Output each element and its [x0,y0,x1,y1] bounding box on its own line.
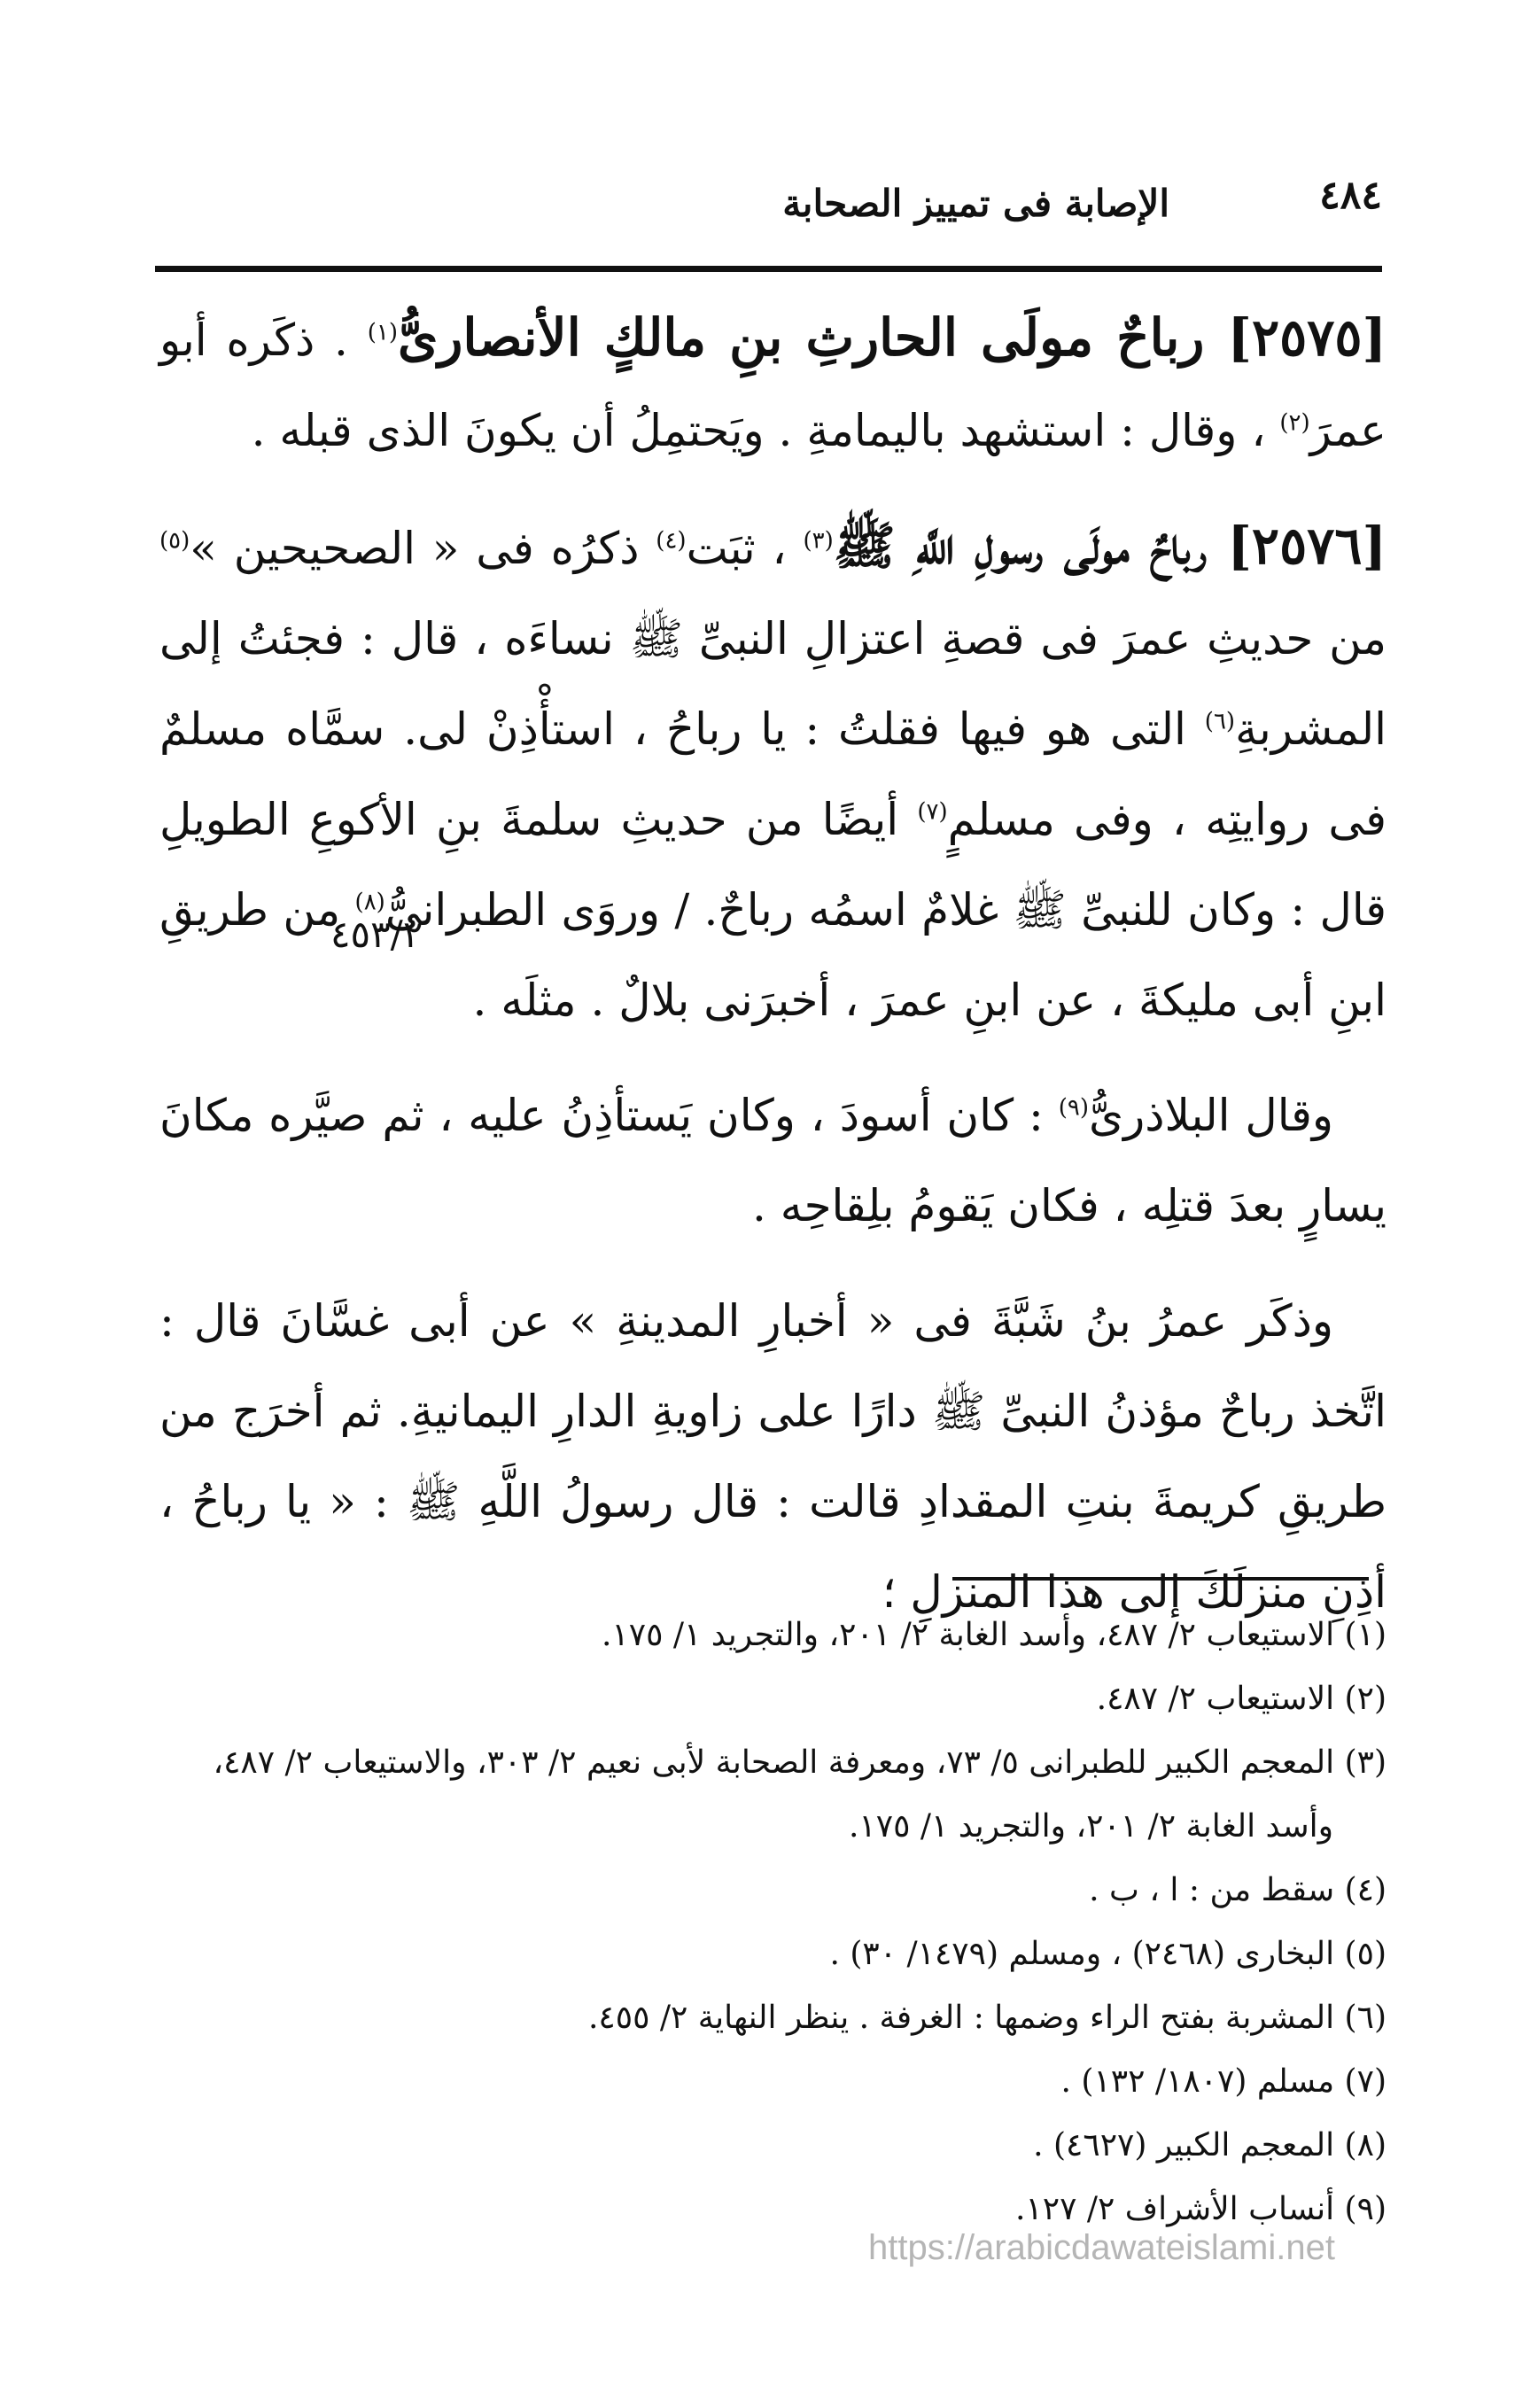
watermark-url: https://arabicdawateislami.net [868,2228,1335,2267]
footnote-ref: (١) [367,319,398,346]
page-number: ٤٨٤ [1319,173,1382,218]
paragraph-text: وقال البلاذرىُّ [1088,1090,1333,1141]
entry-text: ذكرُه فى « الصحيحين » [190,523,640,574]
paragraph-umar [159,1276,1387,1637]
footnote-ref: (٩) [1058,1094,1089,1122]
footnote-item: (٤) سقط من : ا ، ب . [1089,1872,1387,1908]
paragraph-text: وذكَر عمرُ بنُ شَبَّةَ فى « أخبارِ المدينةِ » عن أبى غسَّانَ قال : اتَّخذ رباحٌ مؤذنُ النبىِّ ﷺ دارًا على زاويةِ الدارِ اليمانيةِ. ثم أخرَج من طريقِ كريمةَ بنتِ المقدادِ قالت : قال رسولُ اللَّهِ ﷺ : « يا رباحُ ، أذِنِ منزلَكَ إلى هذا المنزلِ ؛ [159,1295,1387,1618]
footnote-item: (٣) المعجم الكبير للطبرانى ٥/ ٧٣، ومعرفة الصحابة لأبى نعيم ٢/ ٣٠٣، والاستيعاب ٢/ ٤٨٧، [213,1744,1387,1781]
header-rule [155,266,1382,272]
footnote-ref: (٢) [1279,409,1310,437]
footnote-ref: (٤) [656,527,687,555]
margin-reference: ٤٥٣/٢ [330,913,423,956]
entry-text: ، ثبَت [686,523,787,574]
entry-text: ، وقال : استشهد باليمامةِ . ويَحتمِلُ أن يكونَ الذى قبله . [251,405,1266,456]
footnote-ref: (٦) [1204,708,1236,735]
entry-text: من حديثِ عمرَ فى قصةِ اعتزالِ النبىِّ ﷺ نساءَه ، قال : فجئتُ إلى المشربةِ [159,613,1387,755]
entry-text: أيضًا من حديثِ سلمةَ بنِ الأكوعِ الطويلِ قال : وكان للنبىِّ ﷺ غلامٌ اسمُه رباحٌ. / وروَى الطبرانىُّ [159,794,1387,936]
paragraph-baladhuri [159,1070,1387,1251]
footnotes [177,1604,1387,2241]
footnote-item: (٩) أنساب الأشراف ٢/ ١٢٧. [1014,2191,1387,2227]
footnote-ref: (٥) [159,527,190,555]
footnote-item: (١) الاستيعاب ٢/ ٤٨٧، وأسد الغابة ٢/ ٢٠١، والتجريد ١/ ١٧٥. [601,1617,1387,1653]
footnote-item: (٨) المعجم الكبير (٤٦٢٧) . [1033,2127,1387,2163]
entry-2576 [159,501,1387,1045]
book-title: الإصابة فى تمييز الصحابة [782,182,1169,225]
entry-text: التى هو فيها فقلتُ : يا رباحُ ، استأْذِنْ لى. سمَّاه مسلمٌ فى روايتِه ، وفى مسلمٍ [159,703,1387,845]
entry-heading: [٢٥٧٥] رباحٌ مولَى الحارثِ بنِ مالكٍ الأنصارىُّ [397,307,1387,368]
entry-2575 [159,292,1387,476]
footnote-separator [952,1577,1369,1581]
main-text [159,292,1387,1637]
footnote-continuation: وأسد الغابة ٢/ ٢٠١، والتجريد ١/ ١٧٥. [848,1808,1333,1845]
entry-text: . ذكَره أبو عمرَ [159,315,1387,456]
footnote-item: (٦) المشربة بفتح الراء وضمها : الغرفة . ينظر النهاية ٢/ ٤٥٥. [587,2000,1387,2036]
entry-heading: [٢٥٧٦] رباحٌ مولَى رسولِ اللَّهِ ﷺ [833,516,1387,576]
footnote-item: (٧) مسلم (١٨٠٧/ ١٣٢) . [1060,2063,1387,2100]
paragraph-text: : كان أسودَ ، وكان يَستأذِنُ عليه ، ثم صيَّره مكانَ يسارٍ بعدَ قتلِه ، فكان يَقومُ بلِقاحِه . [159,1090,1387,1231]
footnote-ref: (٧) [917,798,948,826]
footnote-ref: (٣) [803,527,834,555]
footnote-item: (٢) الاستيعاب ٢/ ٤٨٧. [1096,1681,1387,1717]
footnote-item: (٥) البخارى (٢٤٦٨) ، ومسلم (١٤٧٩/ ٣٠) . [829,1936,1387,1972]
running-header [155,173,1382,270]
footnote-ref: (٨) [354,889,385,916]
entry-text: من طريقِ ابنِ أبى مليكةَ ، عن ابنِ عمرَ ، أخبرَنى بلالٌ . مثلَه . [159,884,1387,1026]
